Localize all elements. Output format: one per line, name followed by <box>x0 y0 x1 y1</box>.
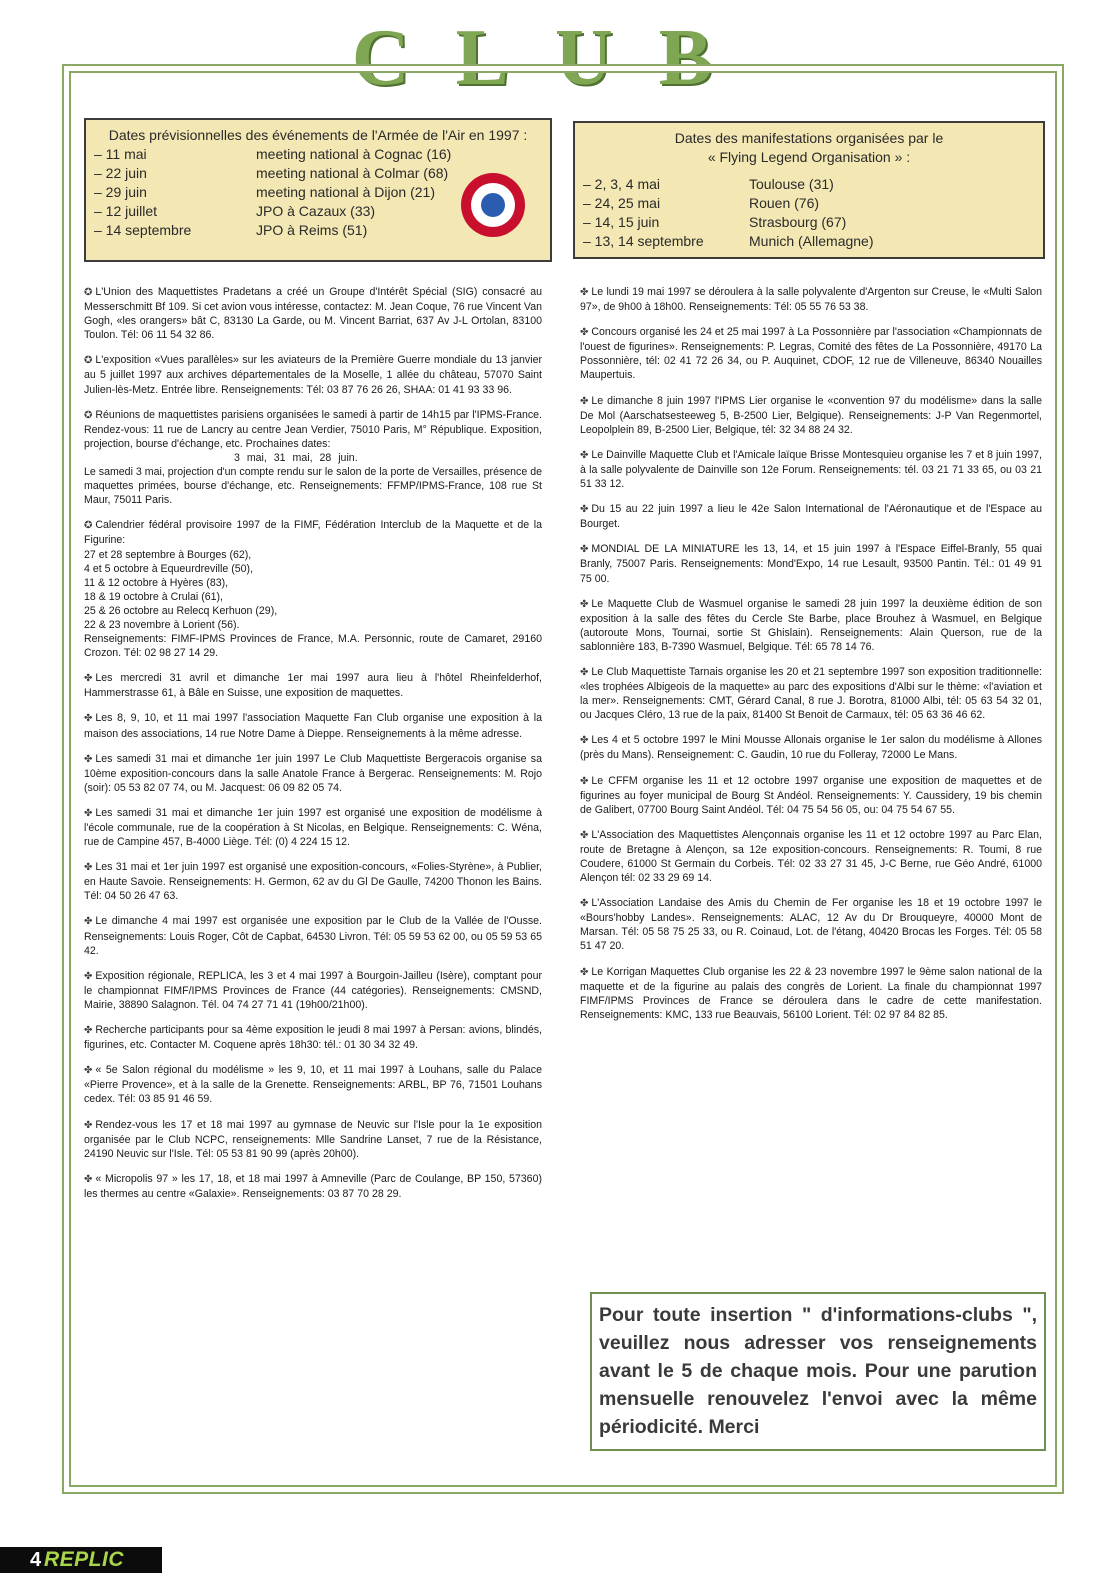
armee-air-event: meeting national à Dijon (21) <box>256 184 435 200</box>
bullet-icon: ✤ <box>84 753 93 765</box>
announcement-text-extra: Renseignements: FIMF-IPMS Provinces de France, M.A. Personnic, route de Camaret, 29160 Crozon. Tél: 02 98 27 14 29. <box>84 633 542 660</box>
flying-legend-title <box>575 123 1043 167</box>
armee-air-date: – 29 juin <box>94 184 147 200</box>
announcement-text: Les samedi 31 mai et dimanche 1er juin 1997 est organisé une exposition de modélisme à l'école communale, rue de la coopération à St Nicolas, en Belgique. Renseignements: C. Wéna, rue de Campine 457, B-4000 Liège. Tél: (0) 4 224 15 12. <box>84 806 542 849</box>
club-announcement <box>84 1063 542 1106</box>
flying-legend-list <box>575 175 1043 251</box>
bullet-icon: ✤ <box>84 970 93 982</box>
announcement-text: L'Association des Maquettistes Alençonnais organise les 11 et 12 octobre 1997 au Parc Elan, route de Bretagne à Alençon, sa 12e exposition-concours. Renseignements: R. Toumi, 8 rue Coudere, 61000 St Germain du Corbeis. Tél: 02 33 27 31 45, J-C Berne, rue Géo André, 61000 Alençon tél: 02 33 29 69 14. <box>580 828 1042 885</box>
club-announcement <box>580 733 1042 762</box>
announcement-text: Le Korrigan Maquettes Club organise les 22 & 23 novembre 1997 le 9ème salon national de la maquette et de la figurine au palais des congrès de Lorient. La finale du championnat 1997 FIMF/IPMS Provinces de France se déroulera dans le cadre de cette manifestation. Renseignements: KMC, 133 rue Beauvais, 56100 Lorient. Tél: 02 97 84 82 85. <box>580 965 1042 1021</box>
announcement-text: L'Union des Maquettistes Pradetans a créé un Groupe d'Intérêt Spécial (SIG) consacré au Messerschmitt Bf 109. Si cet avion vous intéresse, contactez: M. Jean Coque, 76 rue Vincent Van Gogh, «les orangers» bât C, 83130 La Garde, ou M. Vincent Barriat, 637 Av J-L Ortolan, 83100 Toulon. Tél: 06 11 54 32 86. <box>84 286 542 342</box>
announcement-text: Réunions de maquettistes parisiens organisées le samedi à partir de 14h15 par l'IPMS-France. Rendez-vous: 11 rue de Lancry au centre Jean Verdier, 75010 Paris, M° République. Exposition, projection, bourse d'échange, etc. Prochaines dates: <box>84 408 542 450</box>
announcement-text: « Micropolis 97 » les 17, 18, et 18 mai 1997 à Amneville (Parc de Coulange, BP 150, 57360) les thermes au centre «Galaxie». Renseignements: 03 87 70 28 29. <box>84 1172 542 1200</box>
club-announcement <box>84 1023 542 1052</box>
announcement-text: Le lundi 19 mai 1997 se déroulera à la salle polyvalente d'Argenton sur Creuse, le «Multi Salon 97», de 9h00 à 18h00. Renseignements: Tél: 05 55 76 53 38. <box>580 286 1042 314</box>
club-announcement <box>580 774 1042 817</box>
flying-legend-place: Munich (Allemagne) <box>749 233 874 249</box>
bullet-icon: ✤ <box>84 862 93 874</box>
bullet-icon: ✤ <box>84 1025 93 1037</box>
flying-legend-place: Rouen (76) <box>749 195 820 211</box>
club-announcement <box>580 665 1042 722</box>
magazine-logo: REPLIC <box>44 1548 125 1571</box>
announcement-text: Concours organisé les 24 et 25 mai 1997 à La Possonnière par l'association «Championnats de l'ouest de figurines». Renseignements: P. Legras, Comité des fêtes de La Possonnière, 49170 La Possonnière, tél: 02 41 72 26 34, ou P. Auquinet, CDOF, 12 rue de Villeneuve, 86340 Nouailles Maupertuis. <box>580 326 1042 382</box>
bullet-icon: ✤ <box>580 504 589 516</box>
bullet-icon: ✤ <box>84 1065 93 1077</box>
armee-air-date: – 11 mai <box>94 146 147 162</box>
armee-air-event: meeting national à Cognac (16) <box>256 146 452 162</box>
bullet-icon: ✤ <box>84 1173 93 1185</box>
announcement-text: L'Association Landaise des Amis du Chemin de Fer organise les 18 et 19 octobre 1997 le «Bours'hobby Landes». Renseignements: ALAC, 12 Av du Dr Brouqueyre, 40000 Mont de Marsan. Tél: 05 58 75 25 33, ou R. Coinaud, Lot. de l'étang, 40420 Brocas les Forges. Tél: 05 58 51 47 20. <box>580 897 1042 953</box>
bullet-icon: ✤ <box>580 775 589 787</box>
right-column <box>580 285 1042 1033</box>
bullet-icon: ✪ <box>84 520 93 532</box>
announcement-line: 27 et 28 septembre à Bourges (62), <box>84 548 252 561</box>
announcement-line: 11 & 12 octobre à Hyères (83), <box>84 576 229 589</box>
announcement-line: 25 & 26 octobre au Relecq Kerhuon (29), <box>84 604 278 617</box>
bullet-icon: ✤ <box>580 449 589 461</box>
club-announcement <box>84 969 542 1012</box>
bullet-icon: ✤ <box>580 287 589 298</box>
club-announcement <box>84 752 542 795</box>
flying-legend-date: – 14, 15 juin <box>583 214 660 230</box>
announcement-text-extra: Le samedi 3 mai, projection d'un compte rendu sur le salon de la porte de Versailles, présence de maquettes primées, bourse d'échange, etc. Renseignements: FFMP/IPMS-France, 108 rue St Maur, 75011 Paris. <box>84 466 542 507</box>
announcement-line: 22 & 23 novembre à Lorient (56). <box>84 618 240 631</box>
announcement-text: Le Dainville Maquette Club et l'Amicale laïque Brisse Montesquieu organise les 7 et 8 juin 1997, à la salle polyvalente de Dainville son 12e Forum. Renseignements: tél. 03 21 71 33 65, ou 03 21 51 33 12. <box>580 448 1042 491</box>
armee-air-date: – 14 septembre <box>94 222 192 238</box>
flying-legend-place: Toulouse (31) <box>749 176 834 192</box>
announcement-text: L'exposition «Vues parallèles» sur les aviateurs de la Première Guerre mondiale du 13 janvier au 5 juillet 1997 aux archives départementales de la Moselle, 1 allée du château, 57070 Saint Julien-lès-Metz. Entrée libre. Renseignements: Tél: 03 87 76 26 26, SHAA: 01 41 93 33 96. <box>84 354 542 396</box>
insertion-notice-text: Pour toute insertion " d'informations-clubs ", veuillez nous adresser vos renseignements avant le 5 de chaque mois. Pour une parution mensuelle renouvelez l'envoi avec la même périodicité. Merci <box>599 1304 1037 1438</box>
announcement-text: Le Club Maquettiste Tarnais organise les 20 et 21 septembre 1997 son exposition traditionnelle: «les trophées Albigeois de la maquette» au parc des expositions d'Albi sur le thème: «l'aviation et la mer». Renseignements: CMT, Gérard Canal, 8 rue J. Borotra, 81000 Albi, tél: 05 63 54 32 01, ou Jacques Cléro, 13 rue de la paix, 81400 St Benoit de Carmaux, tél: 05 63 36 46 62. <box>580 665 1042 722</box>
club-announcement <box>580 448 1042 491</box>
flying-legend-date: – 2, 3, 4 mai <box>583 176 661 192</box>
armee-air-event: JPO à Cazaux (33) <box>256 203 376 219</box>
page-title: CLUB <box>351 14 759 102</box>
bullet-icon: ✪ <box>84 355 93 367</box>
club-announcement <box>580 325 1042 382</box>
club-announcement <box>580 502 1042 531</box>
club-announcement <box>84 671 542 700</box>
announcement-text: Les 4 et 5 octobre 1997 le Mini Mousse Allonais organise le 1er salon du modélisme à Allones (près du Mans). Renseignement: C. Gaudin, 10 rue du Folleray, 72000 Le Mans. <box>580 734 1042 762</box>
club-announcement <box>580 285 1042 314</box>
club-announcement <box>84 518 542 660</box>
announcement-text: Exposition régionale, REPLICA, les 3 et 4 mai 1997 à Bourgoin-Jailleu (Isère), comptant pour le championnat FIMF/IPMS Provinces de France (44 catégories). Renseignements: CMSND, Mairie, 38890 Salagnon. Tél. 04 74 27 71 41 (19h00/21h00). <box>84 969 542 1011</box>
club-announcement <box>580 597 1042 654</box>
bullet-icon: ✤ <box>84 713 93 725</box>
bullet-icon: ✤ <box>580 327 589 339</box>
club-announcement <box>580 542 1042 585</box>
club-announcement <box>580 896 1042 953</box>
announcement-text: Le CFFM organise les 11 et 12 octobre 1997 organise une exposition de maquettes et de figurines au foyer municipal de Bourg St Andéol. Renseignements: Y. Caussidery, 19 bis chemin de Galibert, 07700 Bourg Saint Andéol. Tél: 04 75 54 56 05, ou: 04 75 54 67 55. <box>580 774 1042 816</box>
armee-air-row <box>86 145 550 164</box>
announcement-text: Les 31 mai et 1er juin 1997 est organisé une exposition-concours, «Folies-Styrène», à Publier, en Haute Savoie. Renseignements: H. Germon, 62 av du Gl De Gaulle, 74200 Thonon les Bains. Tél: 04 50 26 47 63. <box>84 861 542 903</box>
flying-legend-row <box>575 175 1043 194</box>
announcement-dates: 3 mai, 31 mai, 28 juin. <box>234 451 358 464</box>
bullet-icon: ✤ <box>84 673 93 685</box>
bullet-icon: ✤ <box>580 598 589 610</box>
announcement-text: Les 8, 9, 10, et 11 mai 1997 l'association Maquette Fan Club organise une exposition à la maison des associations, 14 rue Notre Dame à Dieppe. Renseignements à la même adresse. <box>84 712 542 740</box>
flying-legend-box <box>573 121 1045 259</box>
armee-air-date: – 22 juin <box>94 165 147 181</box>
bullet-icon: ✤ <box>580 666 589 678</box>
page-number: 4 <box>30 1549 42 1571</box>
announcement-text: Le Maquette Club de Wasmuel organise le samedi 28 juin 1997 la deuxième édition de son exposition à la salle des fêtes du Cercle Ste Barbe, place Brouhez à Wasmuel, en Belgique (autoroute Mons, Tournai, sortie St Ghislain). Renseignements: Alain Querson, rue de la sablonnière 183, B-7390 Wasmuel, Belgique. Tél: 65 78 14 76. <box>580 597 1042 653</box>
armee-air-event: meeting national à Colmar (68) <box>256 165 449 181</box>
armee-air-event: JPO à Reims (51) <box>256 222 368 238</box>
club-announcement <box>84 711 542 740</box>
flying-legend-title-line-2: « Flying Legend Organisation » : <box>707 149 911 165</box>
club-announcement <box>84 1118 542 1161</box>
french-roundel-icon <box>460 172 526 238</box>
bullet-icon: ✪ <box>84 287 93 298</box>
announcement-text: Les samedi 31 mai et dimanche 1er juin 1997 Le Club Maquettiste Bergeracois organise sa 10ème exposition-concours dans la salle Anatole France à Bergerac. Renseignements: M. Rojo (soir): 05 53 82 07 74, ou M. Jacquest: 06 09 82 05 74. <box>84 752 542 794</box>
club-announcement <box>84 806 542 849</box>
bullet-icon: ✤ <box>580 829 589 841</box>
announcement-text: Du 15 au 22 juin 1997 a lieu le 42e Salon International de l'Aéronautique et de l'Espace au Bourget. <box>580 503 1042 531</box>
bullet-icon: ✤ <box>580 898 589 910</box>
bullet-icon: ✤ <box>580 544 589 556</box>
club-announcement <box>84 285 542 342</box>
bullet-icon: ✤ <box>580 966 589 978</box>
announcement-text: Le dimanche 4 mai 1997 est organisée une exposition par le Club de la Vallée de l'Ousse. Renseignements: Louis Roger, Côt de Capbat, 64530 Livron. Tél: 05 59 53 62 00, ou 05 59 53 65 42. <box>84 915 542 957</box>
club-announcement <box>580 965 1042 1022</box>
club-announcement <box>84 408 542 508</box>
bullet-icon: ✤ <box>580 395 589 407</box>
flying-legend-title-line-1: Dates des manifestations organisées par le <box>674 130 944 146</box>
flying-legend-row <box>575 194 1043 213</box>
flying-legend-row <box>575 213 1043 232</box>
announcement-text: Recherche participants pour sa 4ème exposition le jeudi 8 mai 1997 à Persan: avions, blindés, figurines, etc. Contacter M. Coquene après 18h30: tél.: 01 30 34 32 49. <box>84 1024 542 1052</box>
announcement-line: 18 & 19 octobre à Crulai (61), <box>84 590 223 603</box>
club-announcement <box>84 860 542 903</box>
announcement-text: Les mercredi 31 avril et dimanche 1er mai 1997 aura lieu à l'hôtel Rheinfelderhof, Hammerstrasse 61, à Bâle en Suisse, une exposition de maquettes. <box>84 672 542 700</box>
announcement-text: Calendrier fédéral provisoire 1997 de la FIMF, Fédération Interclub de la Maquette et de la Figurine: <box>84 519 542 547</box>
club-announcement <box>580 394 1042 437</box>
announcement-text: Le dimanche 8 juin 1997 l'IPMS Lier organise le «convention 97 du modélisme» dans la salle De Mol (Aarschatsesteeweg 5, B-2500 Lier, Belgique). Renseignements: J-P Van Regenmortel, Leopolplein 89, B-2500 Lier, Belgique, tél: 32 34 88 24 32. <box>580 394 1042 436</box>
announcement-line: 4 et 5 octobre à Equeurdreville (50), <box>84 562 254 575</box>
flying-legend-place: Strasbourg (67) <box>749 214 847 230</box>
flying-legend-date: – 24, 25 mai <box>583 195 661 211</box>
insertion-notice <box>590 1292 1046 1451</box>
bullet-icon: ✤ <box>84 916 93 928</box>
flying-legend-date: – 13, 14 septembre <box>583 233 704 249</box>
armee-air-date: – 12 juillet <box>94 203 158 219</box>
announcement-text: Rendez-vous les 17 et 18 mai 1997 au gymnase de Neuvic sur l'Isle pour la 1e exposition organisée par le Club NCPC, renseignements: Mlle Sandrine Lanset, 7 rue de la Résistance, 24190 Neuvic sur l'Isle. Tél: 05 53 81 90 99 (après 20h00). <box>84 1118 542 1160</box>
armee-air-title: Dates prévisionnelles des événements de l'Armée de l'Air en 1997 : <box>108 127 528 143</box>
club-announcement <box>84 1172 542 1201</box>
bullet-icon: ✤ <box>84 1119 93 1131</box>
club-announcement <box>84 353 542 396</box>
left-column <box>84 285 542 1212</box>
bullet-icon: ✪ <box>84 409 93 421</box>
club-announcement <box>580 828 1042 885</box>
bullet-icon: ✤ <box>580 735 589 747</box>
announcement-text: « 5e Salon régional du modélisme » les 9, 10, et 11 mai 1997 à Louhans, salle du Palace «Pierre Provence», et à la salle de la Grenette. Renseignements: ARBL, BP 76, 71501 Louhans cedex. Tél: 03 85 91 46 59. <box>84 1064 542 1106</box>
flying-legend-row <box>575 232 1043 251</box>
bullet-icon: ✤ <box>84 807 93 819</box>
announcement-text: MONDIAL DE LA MINIATURE les 13, 14, et 15 juin 1997 à l'Espace Eiffel-Branly, 55 quai Branly, 75007 Paris. Renseignements: Mond'Expo, 14 rue Lesault, 93500 Pantin. Tél.: 01 49 91 75 00. <box>580 543 1042 585</box>
club-announcement <box>84 914 542 957</box>
